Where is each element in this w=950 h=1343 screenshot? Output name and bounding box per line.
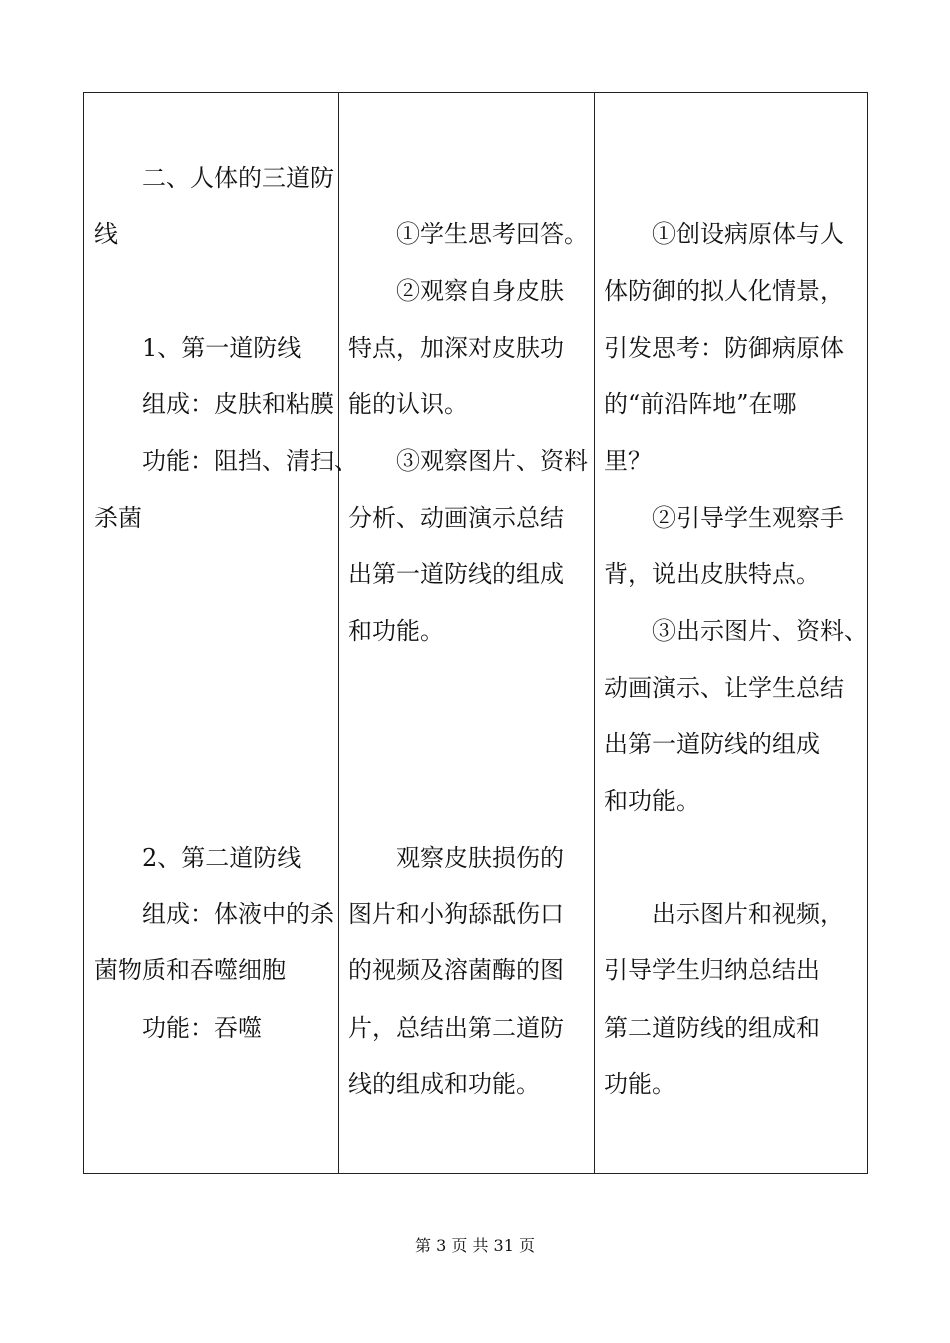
text-line: ②观察自身皮肤 (396, 277, 564, 305)
text-line: 出第一道防线的组成 (348, 560, 564, 588)
text-line: ①创设病原体与人 (652, 220, 844, 248)
line2-composition-cont: 菌物质和吞噬细胞 (94, 956, 286, 984)
text-line: 的视频及溶菌酶的图 (348, 956, 564, 984)
line1-function-cont: 杀菌 (94, 504, 142, 532)
line2-function: 功能：吞噬 (142, 1014, 262, 1042)
text-line: ③出示图片、资料、 (652, 617, 868, 645)
text-line: 图片和小狗舔舐伤口 (348, 900, 564, 928)
line2-title: 2、第二道防线 (142, 844, 302, 872)
line1-function: 功能：阻挡、清扫、 (142, 447, 358, 475)
text-line: 分析、动画演示总结 (348, 504, 564, 532)
text-line: 背，说出皮肤特点。 (604, 560, 820, 588)
content-column (84, 93, 358, 1173)
text-line: 能的认识。 (348, 390, 468, 418)
line1-title: 1、第一道防线 (142, 334, 302, 362)
text-line: ②引导学生观察手 (652, 504, 844, 532)
text-line: 和功能。 (348, 617, 444, 645)
text-line: ①学生思考回答。 (396, 220, 588, 248)
teacher-activity-column (594, 93, 869, 1173)
text-line: 观察皮肤损伤的 (396, 844, 564, 872)
text-line: 片，总结出第二道防 (348, 1014, 564, 1042)
section-title-cont: 线 (94, 220, 118, 248)
text-line: 出第一道防线的组成 (604, 730, 820, 758)
text-line: 特点，加深对皮肤功 (348, 334, 564, 362)
text-line: 线的组成和功能。 (348, 1070, 540, 1098)
text-line: 引发思考：防御病原体 (604, 334, 844, 362)
text-line: 动画演示、让学生总结 (604, 674, 844, 702)
text-line: ③观察图片、资料 (396, 447, 588, 475)
text-line: 的“前沿阵地”在哪 (604, 390, 797, 418)
student-activity-column (338, 93, 594, 1173)
text-line: 功能。 (604, 1070, 676, 1098)
text-line: 体防御的拟人化情景， (604, 277, 844, 305)
section-title: 二、人体的三道防 (142, 164, 334, 192)
text-line: 和功能。 (604, 787, 700, 815)
line1-composition: 组成：皮肤和粘膜 (142, 390, 334, 418)
text-line: 第二道防线的组成和 (604, 1014, 820, 1042)
text-line: 出示图片和视频， (652, 900, 844, 928)
lesson-table (83, 92, 868, 1174)
text-line: 里？ (604, 447, 652, 475)
text-line: 引导学生归纳总结出 (604, 956, 820, 984)
page-number: 第 3 页 共 31 页 (415, 1236, 535, 1255)
line2-composition: 组成：体液中的杀 (142, 900, 334, 928)
